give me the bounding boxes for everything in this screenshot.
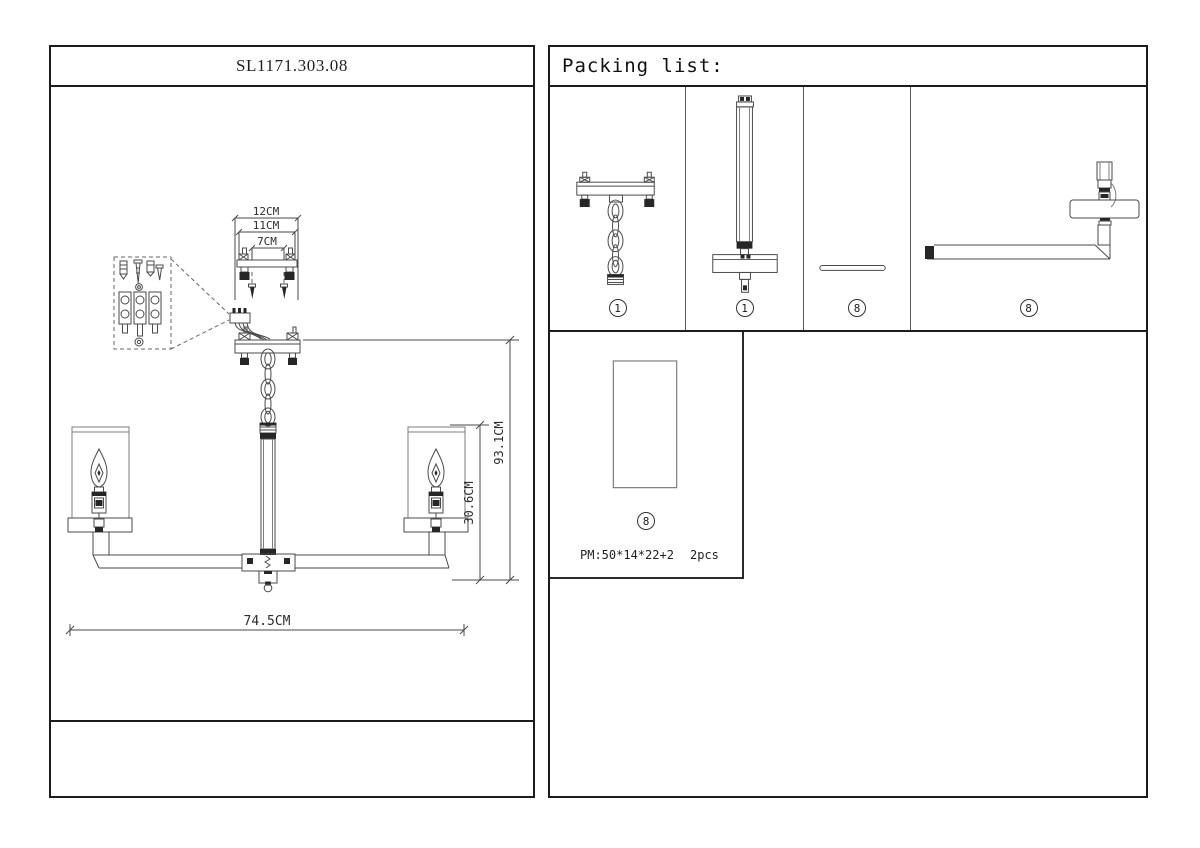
chain-links xyxy=(261,349,275,426)
dim-label-93-1cm: 93.1CM xyxy=(492,421,506,465)
dim-label-12cm: 12CM xyxy=(252,205,280,218)
product-code-title xyxy=(51,47,533,87)
dim-label-7cm: 7CM xyxy=(257,235,277,248)
left-panel-footer xyxy=(51,722,533,796)
hub-and-arms xyxy=(93,532,449,592)
arm-socket-drawing xyxy=(911,87,1146,330)
packing-item-glass-shade xyxy=(550,332,744,579)
candle-bulb-left xyxy=(91,449,107,532)
chandelier-technical-drawing xyxy=(51,87,533,720)
glass-shade-drawing xyxy=(550,332,742,577)
rod-drawing xyxy=(804,87,910,330)
shade-quantity-note: 2pcs xyxy=(690,548,719,562)
chandelier-drawing-area xyxy=(51,87,533,722)
packing-list-header xyxy=(550,47,1146,87)
product-drawing-panel xyxy=(49,45,535,798)
dimension-annotations xyxy=(66,336,519,636)
kit-callout-lines xyxy=(171,259,229,349)
packing-list-title: Packing list: xyxy=(562,55,724,77)
shade-dimensions-note: PM:50*14*22+2 xyxy=(580,548,674,562)
candle-bulb-right xyxy=(428,449,444,532)
dim-label-11cm: 11CM xyxy=(252,219,280,232)
hardware-kit-detail xyxy=(114,257,171,349)
packing-row-1 xyxy=(550,87,1146,332)
packing-list-panel xyxy=(548,45,1148,798)
part-number-badge: 1 xyxy=(736,299,754,317)
packing-item-arm-socket xyxy=(911,87,1146,330)
packing-item-rod xyxy=(804,87,911,330)
part-number-badge: 8 xyxy=(637,512,655,530)
packing-item-stem-canopy xyxy=(686,87,804,330)
part-number-badge: 8 xyxy=(848,299,866,317)
dim-label-30-6cm: 30.6CM xyxy=(462,481,476,525)
product-code-text: SL1171.303.08 xyxy=(235,56,348,75)
part-number-badge: 8 xyxy=(1020,299,1038,317)
center-stem xyxy=(260,423,276,555)
stem-canopy-drawing xyxy=(686,87,803,330)
dim-label-74-5cm: 74.5CM xyxy=(243,614,291,629)
bracket-chain-drawing xyxy=(550,87,685,330)
packing-item-bracket-chain xyxy=(550,87,686,330)
part-number-badge: 1 xyxy=(609,299,627,317)
mounting-template xyxy=(232,205,301,300)
